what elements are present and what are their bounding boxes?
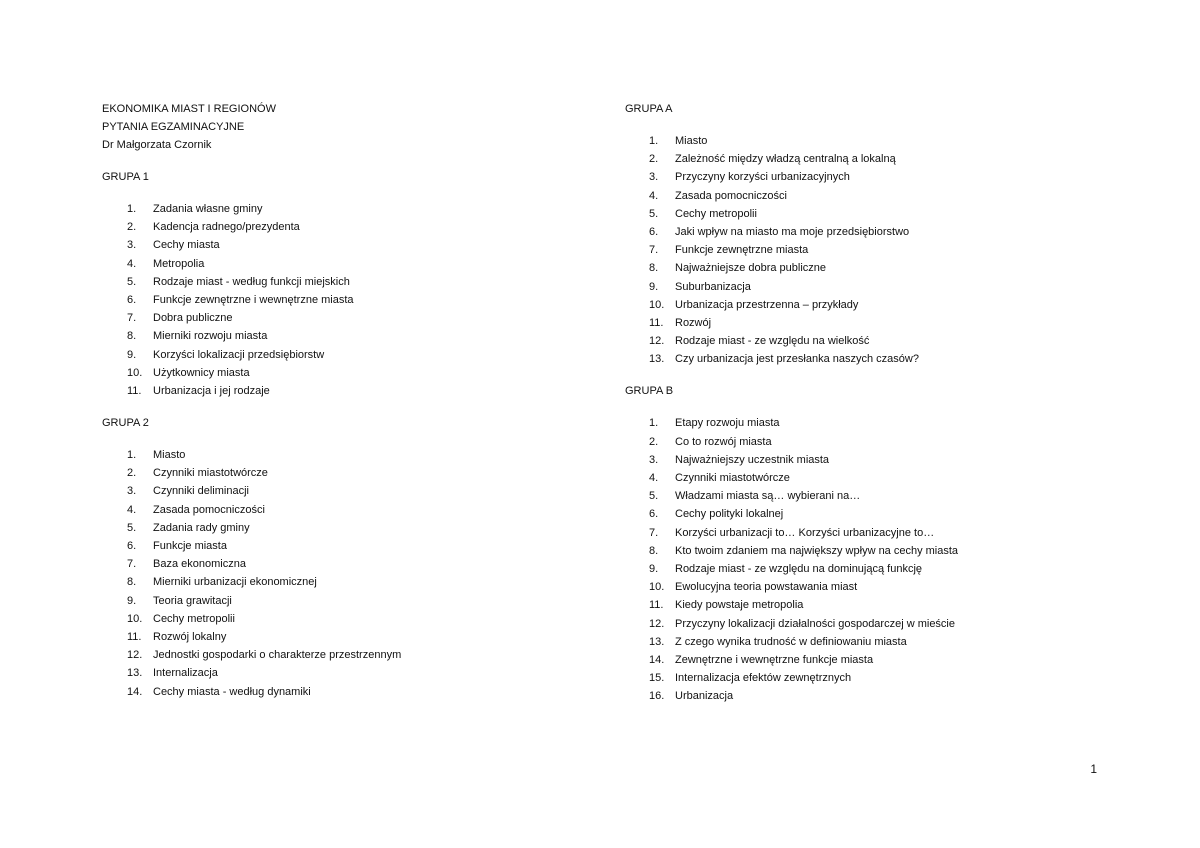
list-item-text: Urbanizacja i jej rodzaje	[153, 384, 270, 397]
list-item-number: 10.	[649, 298, 665, 311]
list-item	[102, 291, 582, 309]
list-item-text: Urbanizacja przestrzenna – przykłady	[675, 298, 859, 311]
list-item-text: Zadania rady gminy	[153, 521, 250, 534]
list-item	[102, 555, 582, 573]
list-item-text: Metropolia	[153, 257, 205, 270]
list-item	[102, 273, 582, 291]
list-item-text: Cechy metropolii	[675, 207, 757, 220]
list-item-text: Rozwój lokalny	[153, 630, 227, 643]
list-item-number: 13.	[127, 667, 143, 680]
list-item	[102, 309, 582, 327]
list-item	[625, 187, 1105, 205]
list-item	[102, 664, 582, 682]
list-item-number: 3.	[127, 239, 137, 252]
list-item-text: Zasada pomocniczości	[153, 503, 265, 516]
list-item-number: 9.	[127, 594, 137, 607]
left-column	[102, 100, 582, 701]
list-item-number: 3.	[649, 171, 659, 184]
list-item	[102, 573, 582, 591]
list-item	[625, 414, 1105, 432]
list-item-number: 1.	[127, 449, 137, 462]
list-item-number: 15.	[649, 672, 665, 685]
list-item	[625, 132, 1105, 150]
list-item-text: Rozwój	[675, 316, 712, 329]
list-item-number: 7.	[649, 526, 659, 539]
list-item-text: Internalizacja efektów zewnętrznych	[675, 672, 852, 685]
list-item	[102, 628, 582, 646]
list-item-number: 4.	[127, 257, 137, 270]
list-item-text: Zależność między władzą centralną a lokalną	[675, 153, 896, 166]
list-item-text: Czynniki miastotwórcze	[153, 467, 268, 480]
list-item	[625, 259, 1105, 277]
list-item	[625, 433, 1105, 451]
list-item	[625, 150, 1105, 168]
list-item-number: 6.	[649, 225, 659, 238]
list-item-number: 4.	[649, 189, 659, 202]
list-item-number: 6.	[127, 293, 137, 306]
document-subtitle: PYTANIA EGZAMINACYJNE	[102, 121, 245, 133]
list-item-number: 1.	[649, 135, 659, 147]
list-item-text: Jaki wpływ na miasto ma moje przedsiębiorstwo	[675, 225, 910, 238]
list-item-number: 5.	[127, 521, 137, 534]
list-item-number: 4.	[649, 472, 659, 484]
list-item-number: 11.	[649, 599, 664, 612]
list-item	[102, 346, 582, 364]
list-item-number: 6.	[127, 540, 137, 552]
list-item	[102, 610, 582, 628]
list-item-text: Dobra publiczne	[153, 312, 233, 325]
list-item-number: 11.	[127, 630, 142, 643]
list-item-text: Rodzaje miast - ze względu na dominującą funkcję	[675, 562, 923, 575]
list-item-text: Funkcje zewnętrzne i wewnętrzne miasta	[153, 293, 354, 306]
list-item	[625, 687, 1105, 705]
list-item-text: Kiedy powstaje metropolia	[675, 599, 804, 612]
list-item	[102, 327, 582, 345]
list-item-text: Cechy polityki lokalnej	[675, 508, 784, 521]
list-item-text: Cechy metropolii	[153, 612, 235, 625]
list-item-text: Czynniki miastotwórcze	[675, 472, 790, 484]
list-item-number: 12.	[127, 649, 143, 662]
grupa-a-heading: GRUPA A	[625, 103, 673, 115]
list-item-text: Miasto	[675, 135, 708, 147]
list-item-text: Zadania własne gminy	[153, 203, 263, 215]
list-item-number: 1.	[649, 417, 659, 430]
list-item	[625, 241, 1105, 259]
list-item-text: Korzyści urbanizacji to… Korzyści urbanizacyjne to…	[675, 526, 935, 539]
list-item	[625, 505, 1105, 523]
list-item-text: Baza ekonomiczna	[153, 558, 246, 571]
list-item-text: Władzami miasta są… wybierani na…	[675, 490, 861, 503]
list-item	[625, 596, 1105, 614]
list-item-text: Etapy rozwoju miasta	[675, 417, 780, 430]
list-item-text: Funkcje miasta	[153, 540, 227, 552]
list-item-number: 8.	[649, 262, 659, 275]
document-title: EKONOMIKA MIAST I REGIONÓW	[102, 103, 276, 115]
list-item-number: 10.	[127, 612, 143, 625]
list-item-text: Kto twoim zdaniem ma największy wpływ na cechy miasta	[675, 544, 959, 557]
list-item-text: Najważniejsze dobra publiczne	[675, 262, 827, 275]
list-item-text: Teoria grawitacji	[153, 594, 232, 607]
list-item	[102, 446, 582, 464]
list-item	[625, 350, 1105, 368]
list-item-text: Rodzaje miast - według funkcji miejskich	[153, 275, 350, 288]
list-item-text: Przyczyny korzyści urbanizacyjnych	[675, 171, 850, 184]
list-item	[102, 255, 582, 273]
list-item	[625, 314, 1105, 332]
list-item-text: Zewnętrzne i wewnętrzne funkcje miasta	[675, 653, 874, 666]
grupa-1-heading: GRUPA 1	[102, 171, 149, 183]
list-item-text: Internalizacja	[153, 667, 218, 680]
list-item-number: 3.	[127, 485, 137, 498]
grupa-2-heading: GRUPA 2	[102, 417, 149, 430]
list-item-number: 1.	[127, 203, 137, 215]
list-item	[102, 501, 582, 519]
list-item-number: 10.	[127, 366, 143, 379]
document-author: Dr Małgorzata Czornik	[102, 139, 212, 151]
list-item-number: 9.	[649, 280, 659, 293]
list-item	[625, 332, 1105, 350]
list-item	[102, 364, 582, 382]
list-item-text: Czy urbanizacja jest przesłanka naszych czasów?	[675, 353, 919, 366]
list-item	[625, 542, 1105, 560]
list-item	[625, 278, 1105, 296]
list-item-number: 8.	[127, 576, 137, 589]
list-item-number: 12.	[649, 335, 665, 348]
list-item	[102, 382, 582, 400]
list-item-text: Miasto	[153, 449, 186, 462]
list-item-text: Cechy miasta	[153, 239, 220, 252]
grupa-2-list	[102, 446, 582, 701]
list-item-number: 9.	[649, 562, 659, 575]
list-item	[625, 560, 1105, 578]
list-item-text: Zasada pomocniczości	[675, 189, 787, 202]
grupa-b-heading: GRUPA B	[625, 385, 674, 398]
list-item-number: 6.	[649, 508, 659, 521]
list-item-number: 13.	[649, 353, 665, 366]
list-item-number: 12.	[649, 617, 665, 630]
list-item-number: 11.	[649, 316, 664, 329]
list-item-number: 3.	[649, 453, 659, 466]
list-item	[625, 633, 1105, 651]
grupa-b-list	[625, 414, 1105, 705]
list-item	[102, 646, 582, 664]
list-item-text: Użytkownicy miasta	[153, 366, 250, 379]
list-item-number: 2.	[127, 221, 137, 234]
list-item-number: 8.	[127, 330, 137, 343]
list-item	[625, 205, 1105, 223]
list-item	[102, 464, 582, 482]
list-item	[102, 482, 582, 500]
list-item	[625, 487, 1105, 505]
list-item	[625, 168, 1105, 186]
list-item-number: 7.	[127, 312, 137, 325]
list-item	[102, 218, 582, 236]
list-item	[102, 683, 582, 701]
list-item	[625, 469, 1105, 487]
list-item	[625, 669, 1105, 687]
list-item-number: 9.	[127, 348, 137, 361]
grupa-1-list	[102, 200, 582, 400]
list-item-text: Cechy miasta - według dynamiki	[153, 685, 311, 698]
list-item-text: Rodzaje miast - ze względu na wielkość	[675, 335, 870, 348]
list-item	[102, 200, 582, 218]
list-item	[625, 223, 1105, 241]
list-item-number: 5.	[127, 275, 137, 288]
list-item	[102, 537, 582, 555]
list-item-number: 4.	[127, 503, 137, 516]
list-item-text: Kadencja radnego/prezydenta	[153, 221, 300, 234]
list-item-text: Urbanizacja	[675, 690, 734, 703]
list-item	[625, 451, 1105, 469]
list-item-number: 5.	[649, 207, 659, 220]
list-item-text: Ewolucyjna teoria powstawania miast	[675, 581, 858, 594]
list-item-text: Mierniki rozwoju miasta	[153, 330, 268, 343]
list-item-number: 11.	[127, 384, 142, 397]
list-item-number: 10.	[649, 581, 665, 594]
list-item-text: Czynniki deliminacji	[153, 485, 249, 498]
page-number: 1	[1090, 762, 1097, 776]
list-item-number: 2.	[127, 467, 137, 480]
list-item	[625, 296, 1105, 314]
list-item	[625, 578, 1105, 596]
list-item-text: Suburbanizacja	[675, 280, 751, 293]
list-item	[102, 519, 582, 537]
list-item-text: Mierniki urbanizacji ekonomicznej	[153, 576, 317, 589]
list-item-text: Jednostki gospodarki o charakterze przestrzennym	[153, 649, 402, 662]
grupa-a-list	[625, 132, 1105, 368]
list-item-text: Korzyści lokalizacji przedsiębiorstw	[153, 348, 325, 361]
list-item	[625, 651, 1105, 669]
list-item-text: Najważniejszy uczestnik miasta	[675, 453, 830, 466]
list-item-number: 2.	[649, 435, 659, 448]
list-item-number: 7.	[127, 558, 137, 571]
list-item	[625, 615, 1105, 633]
list-item-number: 2.	[649, 153, 659, 166]
list-item-text: Funkcje zewnętrzne miasta	[675, 244, 809, 257]
list-item-number: 14.	[127, 685, 143, 698]
list-item-text: Z czego wynika trudność w definiowaniu miasta	[675, 635, 907, 648]
list-item	[102, 592, 582, 610]
list-item	[102, 236, 582, 254]
right-column	[625, 100, 1105, 705]
list-item-number: 14.	[649, 653, 665, 666]
list-item-number: 5.	[649, 490, 659, 503]
list-item-number: 16.	[649, 690, 665, 703]
list-item-text: Co to rozwój miasta	[675, 435, 772, 448]
list-item-number: 13.	[649, 635, 665, 648]
list-item-text: Przyczyny lokalizacji działalności gospodarczej w mieście	[675, 617, 955, 630]
list-item-number: 8.	[649, 544, 659, 557]
list-item	[625, 524, 1105, 542]
list-item-number: 7.	[649, 244, 659, 257]
